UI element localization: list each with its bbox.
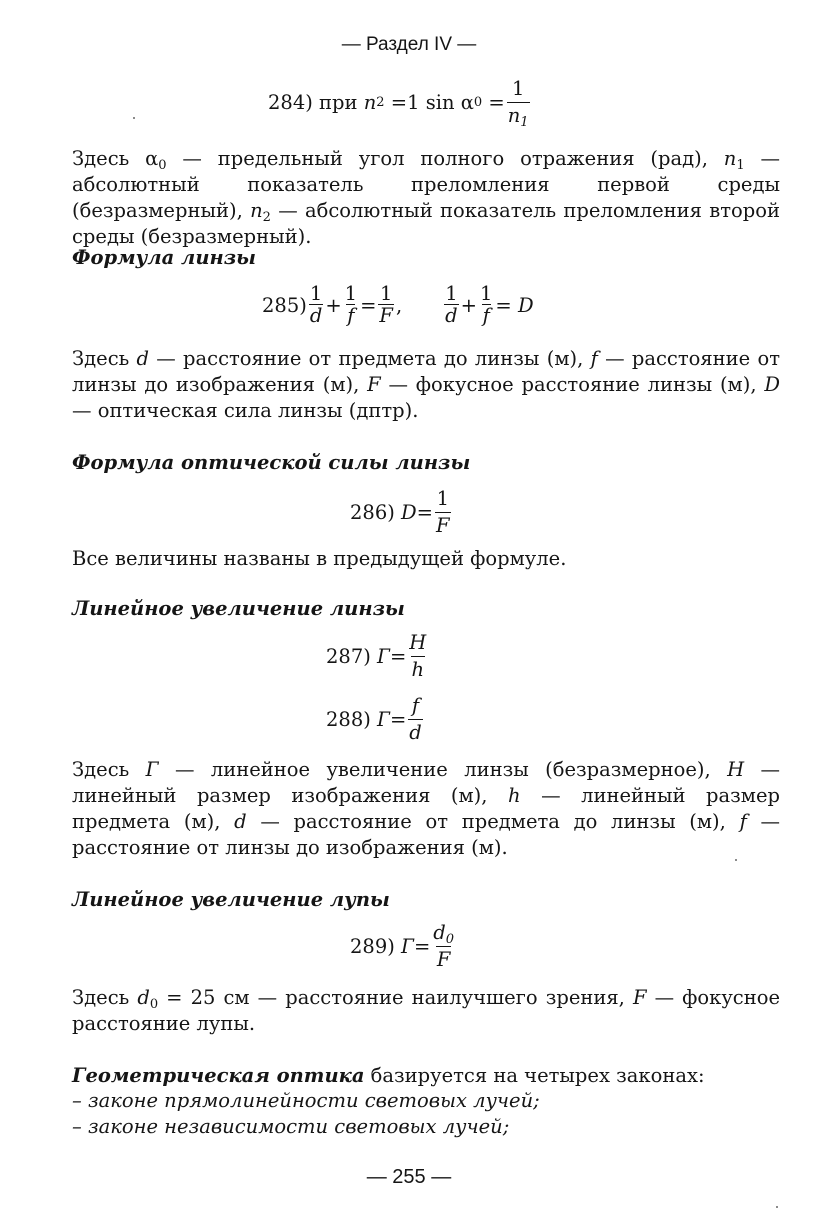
text: — фокусное расстояние лупы. [72, 986, 781, 1035]
formula-var: Г [377, 645, 390, 668]
formula-var: α [460, 91, 474, 114]
formula-op: = [389, 645, 407, 668]
text-var: d [136, 347, 149, 370]
text-var: d [137, 986, 150, 1009]
text-var: d [234, 810, 247, 833]
formula-sub: 1 [520, 115, 529, 130]
formula-285 [262, 284, 534, 327]
fraction-denominator: h [411, 658, 425, 681]
text-sub: 0 [149, 997, 159, 1012]
fraction-denominator: F [436, 514, 450, 537]
fraction-denominator: d [409, 721, 422, 744]
formula-op: + [325, 294, 342, 317]
formula-func: sin [425, 91, 455, 114]
heading-optical-power: Формула оптической силы линзы [72, 451, 471, 474]
fraction-denominator: f [347, 304, 355, 327]
page-number: — 255 — [366, 1166, 452, 1188]
fraction-numerator: 1 [479, 282, 493, 305]
scan-speck [133, 117, 135, 119]
text-sub: 2 [262, 210, 271, 225]
formula-sub: 0 [445, 932, 455, 947]
text-var: H [727, 758, 745, 781]
text-var: f [590, 347, 598, 370]
fraction [432, 920, 455, 973]
formula-op: = [488, 91, 505, 114]
fraction-numerator: 1 [379, 282, 393, 305]
text: — фокусное расстояние линзы (м), [380, 373, 765, 396]
text: — оптическая сила линзы (дптр). [72, 399, 419, 422]
text: — расстояние от предмета до линзы (м), [246, 810, 740, 833]
scan-speck [776, 1206, 778, 1208]
formula-var: n [363, 91, 377, 114]
formula-op: + [460, 294, 477, 317]
fraction-numerator: 1 [511, 77, 525, 100]
formula-op: =1 [390, 91, 420, 114]
fraction [344, 284, 358, 327]
formula-284: 284) при n 2 =1 sin α 0 = $\frac{1}{n_1}$ [268, 77, 529, 130]
paragraph-288 [72, 757, 780, 861]
text: Здесь α [72, 147, 159, 170]
section-header: — Раздел IV — [341, 34, 477, 55]
text: — линейное увеличение линзы (безразмерное), [158, 758, 728, 781]
fraction-numerator: 1 [436, 487, 449, 510]
law-item: – законе прямолинейности световых лучей; [72, 1089, 540, 1112]
text: — абсолютный показатель преломления второй среды (безразмерный). [72, 199, 780, 248]
formula-number: 286) [350, 501, 395, 524]
fraction-denominator: F [379, 304, 393, 327]
text: — линейный размер предмета (м), [72, 784, 780, 833]
formula-var: Г [377, 708, 390, 731]
fraction [479, 284, 493, 327]
text-var: F [632, 986, 647, 1009]
paragraph-285 [72, 346, 780, 424]
formula-287 [326, 630, 429, 683]
scan-speck [735, 859, 737, 861]
formula-288 [326, 693, 425, 746]
text-var: f [739, 810, 747, 833]
fraction-denominator: d [309, 304, 323, 327]
formula-number: 285) [262, 294, 307, 317]
formula-text: при [319, 91, 358, 114]
formula-op: = [495, 294, 512, 317]
paragraph-289 [72, 985, 780, 1037]
formula-op: = [416, 501, 434, 524]
fraction [444, 284, 458, 327]
formula-op: = [360, 294, 377, 317]
text: — расстояние от предмета до линзы (м), [149, 347, 591, 370]
fraction-denominator: n [507, 104, 521, 127]
text-var: n [250, 199, 263, 222]
paragraph-284 [72, 146, 780, 250]
text: = 25 см — расстояние наилучшего зрения, [158, 986, 633, 1009]
fraction-denominator: F [436, 948, 451, 971]
formula-number: 289) [350, 935, 395, 958]
formula-var: D [401, 501, 417, 524]
text: — предельный угол полного отражения (рад), [166, 147, 724, 170]
fraction-denominator: d [445, 304, 458, 327]
formula-286 [350, 486, 453, 539]
text-sub: 1 [736, 158, 745, 173]
text: Здесь [72, 758, 146, 781]
fraction [378, 284, 394, 327]
text-var: n [723, 147, 737, 170]
text-var: F [367, 373, 381, 396]
paragraph-286: Все величины названы в предыдущей формуле. [72, 547, 567, 570]
formula-number: 287) [326, 645, 371, 668]
fraction [408, 630, 427, 683]
fraction [309, 284, 323, 327]
heading-lens-formula: Формула линзы [72, 246, 256, 269]
formula-number: 284) [268, 91, 313, 114]
formula-op: , [395, 294, 403, 317]
fraction-numerator: f [411, 694, 420, 717]
text: — расстояние от линзы до изображения (м). [72, 810, 780, 859]
fraction-numerator: 1 [445, 282, 458, 305]
text: Здесь [72, 347, 137, 370]
formula-op: = [389, 708, 407, 731]
text: базируется на четырех законах: [364, 1064, 705, 1087]
fraction-numerator: 1 [344, 282, 358, 305]
formula-op: = [413, 935, 431, 958]
formula-var: Г [401, 935, 414, 958]
paragraph-geometric-optics [72, 1063, 780, 1089]
text: — линейный размер изображения (м), [72, 758, 780, 807]
fraction-numerator: 1 [309, 282, 323, 305]
text-var: D [764, 373, 780, 396]
text-var: Г [145, 758, 159, 781]
fraction-numerator: H [409, 631, 427, 654]
text: — расстояние от линзы до изображения (м), [72, 347, 780, 396]
formula-number: 288) [326, 708, 371, 731]
fraction-denominator: f [482, 304, 490, 327]
formula-var: D [517, 294, 534, 317]
text: — абсолютный показатель преломления первой среды (безразмерный), [72, 147, 780, 222]
text: Здесь [72, 986, 138, 1009]
heading-linear-magnification: Линейное увеличение линзы [72, 597, 405, 620]
fraction-numerator: d [433, 921, 446, 944]
fraction [507, 76, 530, 129]
fraction [408, 693, 422, 746]
fraction [435, 486, 451, 539]
formula-289 [350, 920, 457, 973]
text-var: h [508, 784, 521, 807]
heading-magnifier: Линейное увеличение лупы [72, 888, 390, 911]
law-item: – законе независимости световых лучей; [72, 1115, 510, 1138]
term-bold: Геометрическая оптика [72, 1064, 365, 1087]
text-sub: 0 [158, 158, 167, 173]
